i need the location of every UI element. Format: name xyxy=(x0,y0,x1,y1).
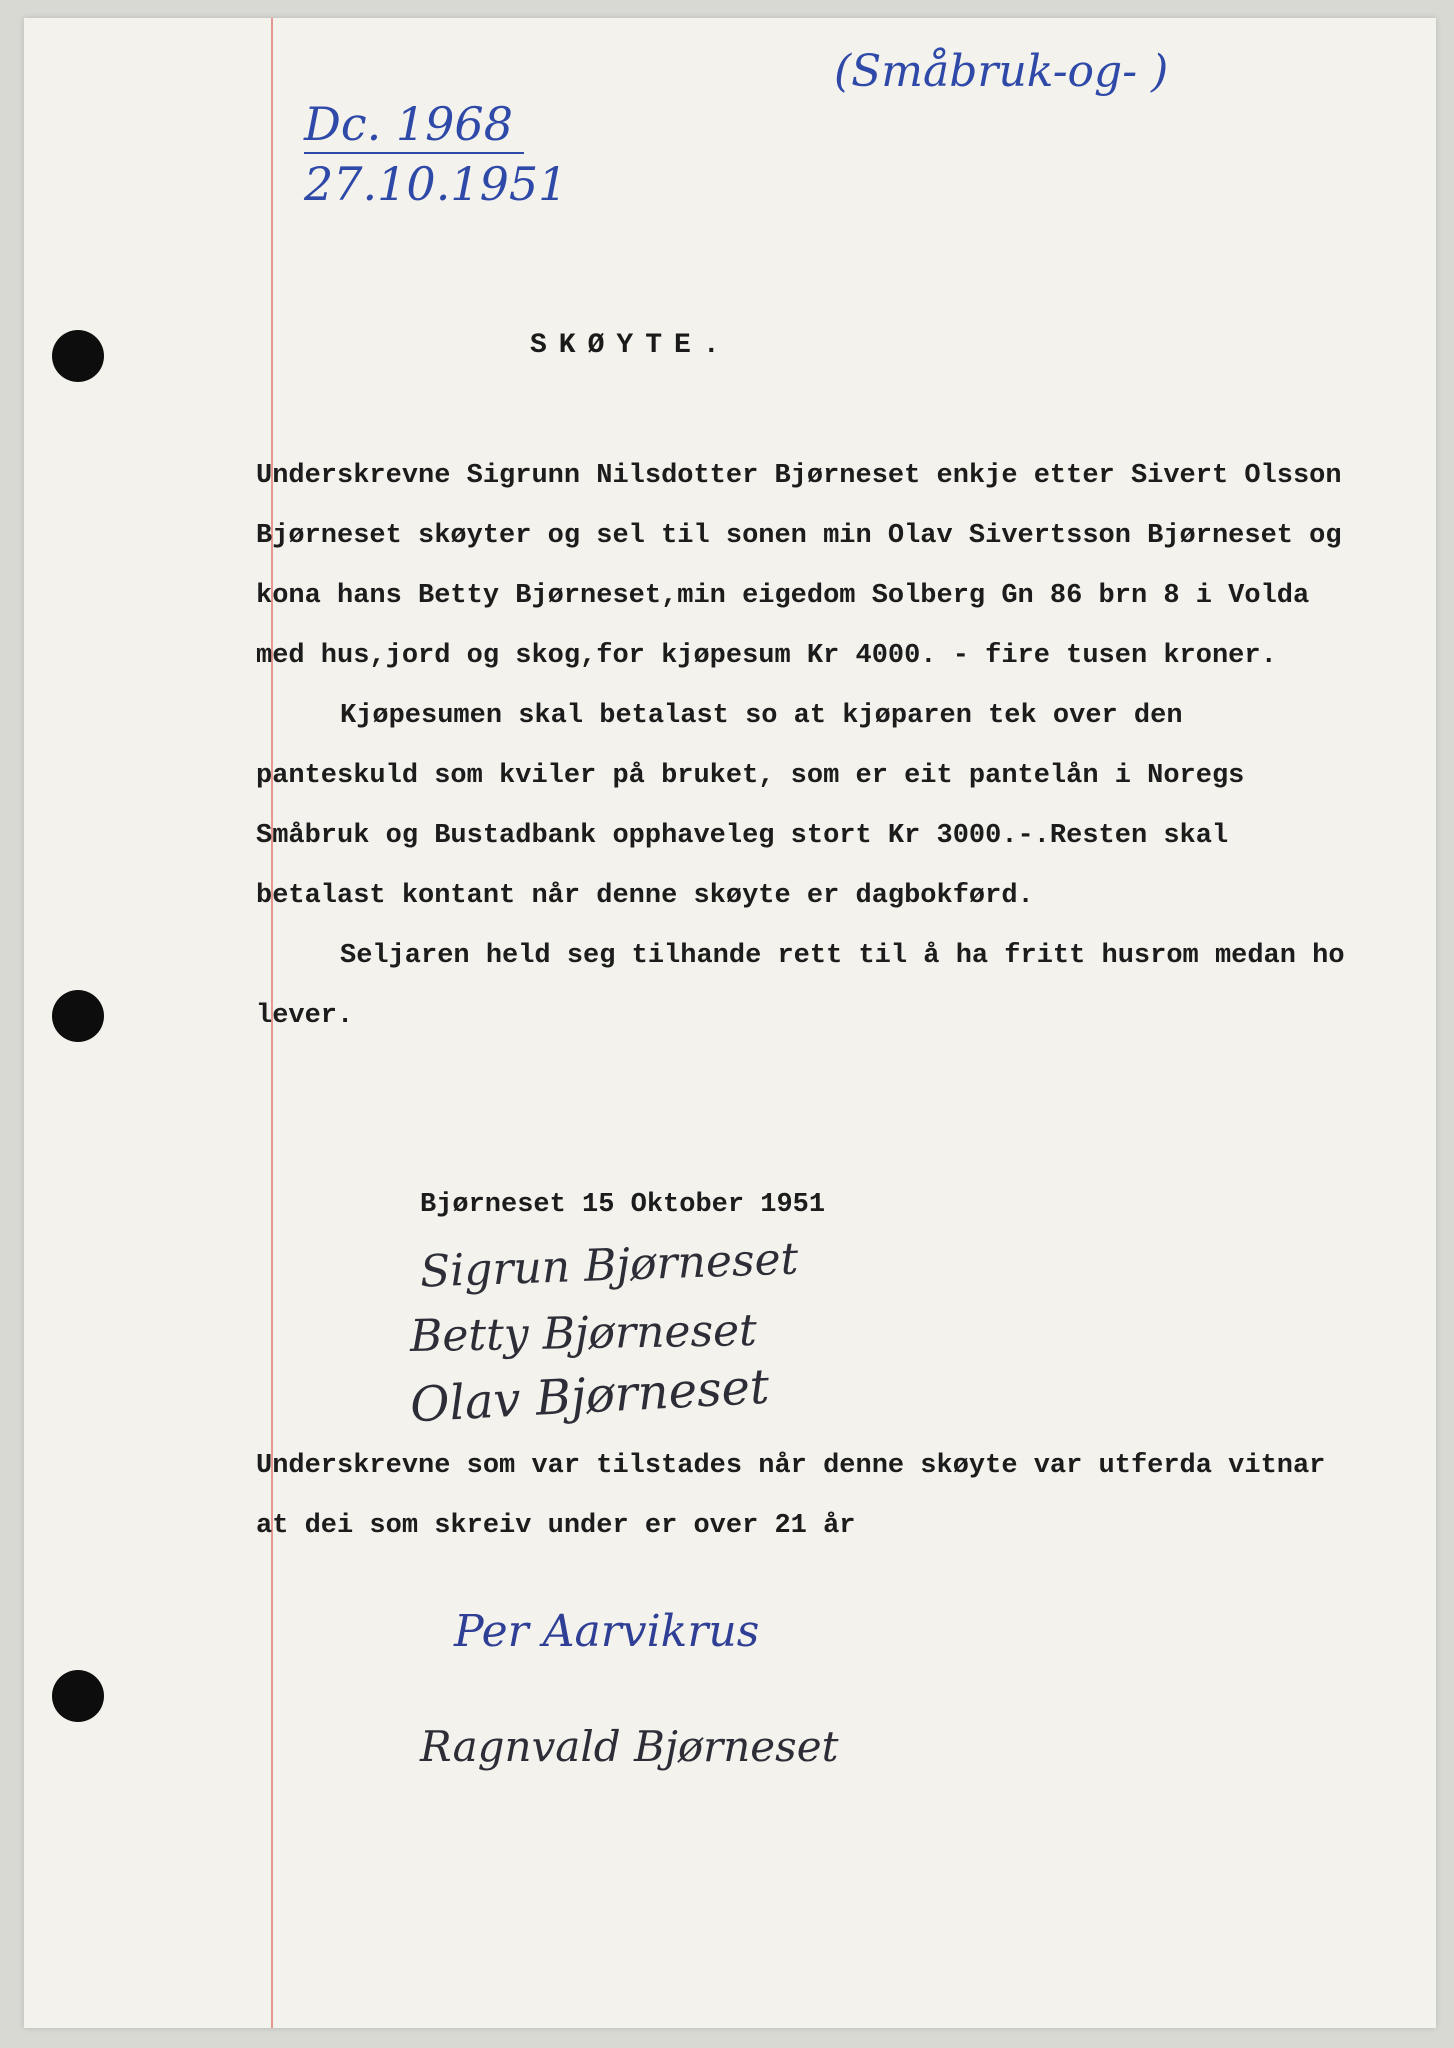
category-note: (Småbruk-og- ) xyxy=(834,46,1169,97)
note-underline xyxy=(304,152,524,154)
paragraph-2: Kjøpesumen skal betalast so at kjøparen tek over den panteskuld som kviler på bruket, som er eit pantelån i Noregs Småbruk og Bustadbank opphaveleg stort Kr 3000.-.Resten skal betalast kontant når denne skøyte er dagbokførd. xyxy=(256,701,1245,911)
witness-signature-1: Per Aarvikrus xyxy=(454,1606,760,1657)
paragraph-1: Underskrevne Sigrunn Nilsdotter Bjørneset enkje etter Sivert Olsson Bjørneset skøyter og sel til sonen min Olav Sivertsson Bjørneset og kona hans Betty Bjørneset,min eigedom Solberg Gn 86 brn 8 i Volda med hus,jord og skog,for kjøpesum Kr 4000. - fire tusen kroner. xyxy=(256,461,1342,671)
witness-statement xyxy=(256,1436,1346,1556)
punch-hole xyxy=(52,330,104,382)
deed-body xyxy=(256,446,1346,1046)
paragraph-3: Seljaren held seg tilhande rett til å ha fritt husrom medan ho lever. xyxy=(256,941,1345,1031)
punch-hole xyxy=(52,1670,104,1722)
document-number-note xyxy=(304,98,567,210)
signature-sigrun: Sigrun Bjørneset xyxy=(419,1233,800,1298)
place-date: Bjørneset 15 Oktober 1951 xyxy=(420,1190,826,1220)
signature-betty: Betty Bjørneset xyxy=(409,1304,758,1363)
punch-hole xyxy=(52,990,104,1042)
document-number: Dc. 1968 xyxy=(304,97,513,151)
document-page xyxy=(24,18,1436,2028)
witness-signature-2: Ragnvald Bjørneset xyxy=(420,1722,839,1771)
witness-text: Underskrevne som var tilstades når denne skøyte var utferda vitnar at dei som skreiv under er over 21 år xyxy=(256,1451,1326,1541)
signature-olav: Olav Bjørneset xyxy=(408,1358,771,1434)
document-date: 27.10.1951 xyxy=(304,157,568,211)
document-title: SKØYTE. xyxy=(530,330,732,361)
